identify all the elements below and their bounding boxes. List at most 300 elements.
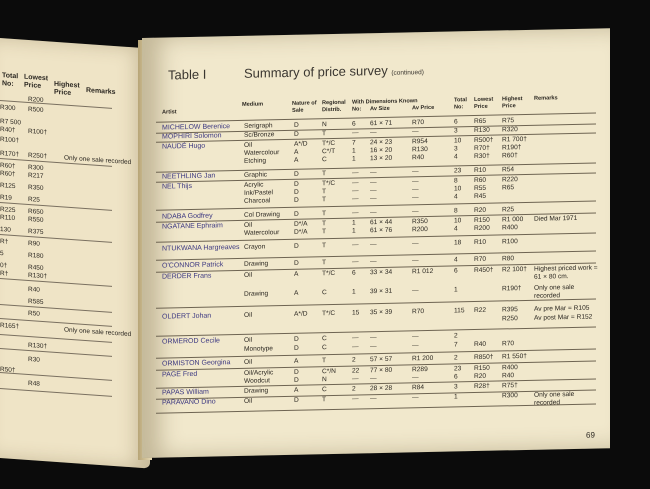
left-table-row: [0, 354, 145, 364]
cell-remarks: [534, 380, 598, 381]
left-cell: R300: [0, 104, 16, 113]
left-cell: R550: [28, 215, 44, 225]
cell-remarks: [534, 204, 598, 205]
cell-regional: T: [322, 396, 327, 404]
cell-high: R395: [502, 306, 518, 314]
cell-nature: D*/A: [294, 228, 308, 236]
cell-avprice: —: [412, 333, 419, 341]
cell-nature: D: [294, 180, 299, 188]
cell-size: 39 × 31: [370, 287, 393, 296]
cell-total: 2: [454, 354, 458, 362]
cell-total: 3: [454, 127, 458, 135]
cell-avprice: R954: [412, 138, 428, 146]
cell-nature: D: [294, 188, 299, 196]
cell-high: R2 100†: [502, 265, 527, 274]
cell-regional: T: [322, 259, 327, 267]
cell-total: 4: [454, 256, 458, 264]
cell-low: R60: [474, 176, 487, 185]
left-cell: R300: [28, 163, 44, 173]
cell-nature: D: [294, 121, 299, 129]
col-lowest: Lowest Price: [474, 96, 494, 110]
cell-regional: N: [322, 376, 327, 384]
cell-total: 3: [454, 145, 458, 153]
cell-remarks: Av pre Mar = R105: [534, 304, 590, 313]
cell-no: 2: [352, 356, 356, 364]
cell-nature: D: [294, 368, 299, 376]
cell-regional: T: [322, 357, 327, 365]
cell-artist: [162, 291, 242, 293]
cell-medium: Oil: [244, 221, 253, 229]
left-cell: [64, 140, 144, 146]
page-number: 69: [586, 430, 595, 440]
cell-artist: NEL Thijs: [162, 182, 192, 191]
cell-medium: Watercolour: [244, 149, 280, 157]
cell-regional: N: [322, 121, 327, 129]
cell-artist: NAUDÉ Hugo: [162, 142, 206, 151]
cell-artist: PAGE Fred: [162, 370, 198, 379]
cell-low: R20: [474, 206, 487, 215]
cell-low: R28†: [474, 382, 490, 391]
cell-no: —: [352, 375, 359, 383]
left-cell: 130: [0, 226, 11, 234]
left-cell: [64, 242, 144, 248]
cell-total: 1: [454, 393, 458, 401]
cell-total: 115: [454, 307, 465, 315]
cell-total: 8: [454, 177, 458, 185]
cell-medium: Etching: [244, 157, 266, 165]
cell-high: R25: [502, 206, 515, 214]
cell-size: —: [370, 241, 377, 249]
left-cell: Only one sale recorded: [64, 326, 132, 339]
cell-nature: A*/D: [294, 310, 308, 318]
cell-artist: NDABA Godfrey: [162, 212, 213, 221]
left-rule: [0, 388, 112, 397]
left-cell: R48: [28, 379, 40, 388]
cell-remarks: [534, 150, 598, 151]
cell-avprice: —: [412, 342, 419, 350]
cell-low: R22: [474, 306, 487, 315]
cell-medium: Drawing: [244, 387, 269, 395]
left-cell: [64, 266, 144, 272]
cell-total: 10: [454, 185, 462, 193]
cell-medium: Acrylic: [244, 181, 264, 189]
cell-regional: C: [322, 386, 327, 394]
left-cell: [64, 288, 144, 294]
cell-size: 61 × 71: [370, 119, 393, 128]
cell-total: 8: [454, 207, 458, 215]
cell-total: 3: [454, 383, 458, 391]
cell-nature: A*/D: [294, 140, 308, 148]
left-cell: [64, 274, 144, 280]
left-table-row: [0, 284, 145, 294]
left-header-lowest: Lowest Price: [24, 73, 49, 90]
cell-total: 2: [454, 332, 458, 340]
cell-no: —: [352, 258, 359, 266]
cell-nature: D: [294, 344, 299, 352]
cell-low: R500†: [474, 136, 494, 145]
cell-medium: Oil/Acrylic: [244, 369, 274, 377]
left-cell: R200: [28, 95, 44, 105]
left-cell: R25: [28, 195, 40, 204]
cell-remarks: [534, 134, 598, 135]
cell-remarks: [534, 164, 598, 165]
cell-regional: T*/C: [322, 179, 336, 188]
cell-total: 4: [454, 193, 458, 201]
cell-medium: Woodcut: [244, 377, 270, 385]
cell-size: 28 × 28: [370, 384, 393, 393]
cell-no: —: [352, 209, 359, 217]
cell-low: R40: [474, 340, 487, 349]
left-cell: R60†: [0, 170, 16, 179]
cell-remarks: Only one sale recorded: [534, 390, 575, 407]
left-cell: R180: [28, 251, 44, 261]
cell-regional: T: [322, 242, 327, 250]
left-cell: [64, 174, 144, 180]
cell-total: 7: [454, 341, 458, 349]
cell-remarks: [534, 362, 598, 363]
left-cell: R130†: [28, 341, 48, 351]
cell-medium: Oil: [244, 311, 253, 319]
cell-total: 10: [454, 137, 462, 145]
cell-artist: PAPAS William: [162, 388, 209, 397]
right-page: [142, 28, 610, 458]
cell-remarks: Av post Mar = R152: [534, 313, 593, 322]
cell-artist: PARAVANO Dino: [162, 398, 216, 407]
left-cell: Only one sale recorded: [64, 154, 132, 167]
left-cell: R†: [0, 238, 9, 246]
cell-regional: C*/N: [322, 367, 336, 376]
cell-total: 10: [454, 217, 462, 225]
cell-low: R70: [474, 255, 487, 264]
cell-high: R190†: [502, 144, 522, 152]
cell-size: —: [370, 187, 377, 195]
cell-size: 16 × 20: [370, 146, 393, 155]
cell-nature: A: [294, 386, 299, 394]
cell-artist: [162, 158, 242, 160]
left-cell: [64, 254, 144, 260]
left-cell: R500: [28, 105, 44, 115]
cell-total: 6: [454, 267, 458, 275]
left-table-row: [0, 126, 145, 136]
cell-avprice: R289: [412, 366, 428, 374]
left-cell: R7 500: [0, 118, 21, 127]
cell-no: 15: [352, 309, 360, 317]
left-cell: R90: [28, 239, 40, 248]
cell-nature: D: [294, 210, 299, 218]
cell-remarks: [534, 329, 598, 330]
left-cell: [64, 186, 144, 192]
cell-low: R850†: [474, 353, 494, 362]
cell-avprice: —: [412, 128, 419, 136]
cell-nature: D: [294, 259, 299, 267]
cell-high: R300: [502, 392, 518, 400]
cell-high: R54: [502, 166, 515, 174]
cell-no: —: [352, 343, 359, 351]
cell-avprice: —: [412, 208, 419, 216]
cell-regional: T*/C: [322, 269, 336, 278]
cell-size: 77 × 80: [370, 366, 393, 375]
cell-size: 13 × 20: [370, 154, 393, 163]
cell-nature: D*/A: [294, 220, 308, 228]
cell-remarks: [534, 338, 598, 339]
cell-no: 6: [352, 120, 356, 128]
cell-remarks: [534, 253, 598, 254]
cell-remarks: [534, 174, 598, 175]
left-cell: [64, 358, 144, 364]
cell-no: —: [352, 129, 359, 137]
left-cell: R217: [28, 171, 44, 181]
left-cell: R375: [28, 227, 44, 237]
cell-high: R400: [502, 364, 518, 372]
left-cell: [64, 210, 144, 216]
left-cell: [64, 130, 144, 136]
cell-nature: D: [294, 335, 299, 343]
cell-total: 6: [454, 373, 458, 381]
left-header-highest: Highest Price: [54, 80, 80, 97]
cell-regional: T: [322, 228, 327, 236]
left-cell: R50: [28, 309, 40, 318]
cell-high: R75: [502, 117, 515, 125]
cell-high: R1 000: [502, 216, 524, 224]
left-cell: R225: [0, 206, 16, 215]
left-cell: [64, 218, 144, 224]
cell-high: R65: [502, 184, 515, 192]
cell-no: 7: [352, 139, 356, 147]
left-table-row: [0, 182, 145, 192]
cell-avprice: —: [412, 394, 419, 402]
cell-regional: T: [322, 196, 327, 204]
cell-low: R55: [474, 184, 487, 193]
cell-remarks: [534, 236, 598, 237]
cell-low: R450†: [474, 266, 494, 275]
cell-remarks: [534, 351, 598, 352]
cell-size: —: [370, 258, 377, 266]
cell-size: —: [370, 195, 377, 203]
col-artist: Artist: [162, 109, 177, 116]
cell-total: 23: [454, 167, 462, 175]
cell-size: —: [370, 334, 377, 342]
cell-medium: Watercolour: [244, 229, 280, 237]
cell-artist: NTUKWANA Hargreaves: [162, 243, 240, 253]
left-rule: [0, 234, 112, 243]
cell-nature: A: [294, 270, 299, 278]
cell-avprice: R70: [412, 308, 425, 316]
cell-low: R65: [474, 117, 487, 126]
cell-size: 24 × 23: [370, 138, 393, 147]
table-title-note: (continued): [391, 69, 424, 77]
cell-medium: Oil: [244, 141, 253, 149]
cell-high: R40: [502, 372, 515, 380]
left-cell: R30: [28, 355, 40, 364]
left-cell: R250†: [28, 151, 48, 161]
cell-size: 33 × 34: [370, 268, 393, 277]
col-medium: Medium: [242, 101, 264, 108]
cell-artist: MOPHIRI Solomon: [162, 132, 222, 141]
left-header-remarks: Remarks: [86, 87, 116, 97]
cell-medium: Charcoal: [244, 197, 271, 205]
left-cell: R60†: [0, 162, 16, 171]
left-cell: R110: [0, 214, 16, 223]
col-dim-no: No:: [352, 106, 362, 113]
cell-total: 6: [454, 118, 458, 126]
cell-artist: O'CONNOR Patrick: [162, 261, 224, 270]
cell-regional: C: [322, 344, 327, 352]
left-table-row: [0, 118, 145, 128]
cell-artist: ORMEROD Cecile: [162, 337, 220, 346]
left-rule: [0, 278, 112, 287]
cell-avprice: —: [412, 168, 419, 176]
cell-regional: T: [322, 188, 327, 196]
left-rule: [0, 304, 112, 313]
left-cell: R650: [28, 207, 44, 217]
cell-nature: A: [294, 357, 299, 365]
cell-avprice: R130: [412, 146, 428, 154]
left-rule: [0, 202, 112, 211]
left-cell: R40†: [0, 126, 16, 135]
cell-size: 35 × 39: [370, 308, 393, 317]
cell-artist: NGATANE Ephraim: [162, 222, 223, 231]
left-table-row: [0, 170, 145, 180]
cell-regional: C*/T: [322, 147, 336, 156]
left-cell: [64, 382, 144, 388]
cell-high: R100: [502, 238, 518, 246]
left-rule: [0, 348, 112, 357]
cell-high: R190†: [502, 285, 522, 293]
cell-size: 57 × 57: [370, 355, 393, 364]
cell-low: R150: [474, 216, 490, 225]
cell-high: R80: [502, 255, 515, 263]
cell-avprice: —: [412, 194, 419, 202]
col-nature: Nature of Sale: [292, 100, 317, 114]
cell-size: —: [370, 375, 377, 383]
cell-low: R10: [474, 238, 487, 247]
cell-avprice: —: [412, 287, 419, 295]
cell-medium: Crayon: [244, 243, 266, 251]
cell-remarks: [534, 370, 598, 371]
cell-size: 61 × 76: [370, 226, 393, 235]
cell-remarks: [534, 115, 598, 116]
col-regional: Regional Distrib.: [322, 99, 346, 113]
cell-no: 1: [352, 155, 356, 163]
left-cell: R100†: [0, 136, 20, 145]
left-cell: R585: [28, 297, 44, 307]
left-cell: 5: [0, 250, 4, 258]
cell-medium: Serigraph: [244, 122, 273, 130]
cell-remarks: [534, 190, 598, 191]
cell-remarks: Highest priced work = 61 × 80 cm.: [534, 264, 598, 281]
cell-avprice: —: [412, 178, 419, 186]
cell-avprice: R70: [412, 119, 425, 127]
table-row: [156, 283, 596, 300]
left-cell: [64, 312, 144, 318]
cell-size: 61 × 44: [370, 218, 393, 227]
cell-size: —: [370, 209, 377, 217]
cell-medium: Ink/Pastel: [244, 189, 273, 197]
cell-artist: ORMISTON Georgina: [162, 359, 231, 368]
cell-low: R200: [474, 224, 490, 233]
cell-avprice: R350: [412, 218, 428, 226]
cell-artist: MICHELOW Berenice: [162, 123, 231, 132]
table-label: Table I: [168, 66, 207, 83]
cell-medium: Drawing: [244, 290, 269, 298]
left-table-row: [0, 214, 145, 224]
left-cell: [64, 344, 144, 350]
left-cell: R19: [0, 194, 12, 202]
cell-regional: T: [322, 220, 327, 228]
cell-regional: C: [322, 156, 327, 164]
cell-no: 1: [352, 288, 356, 296]
cell-high: R1 700†: [502, 135, 527, 144]
left-header-total: Total No:: [2, 72, 19, 88]
cell-low: R45: [474, 192, 487, 201]
cell-total: 4: [454, 225, 458, 233]
left-cell: R†: [0, 270, 9, 278]
cell-no: —: [352, 169, 359, 177]
cell-no: 22: [352, 367, 360, 375]
left-cell: R350: [28, 183, 44, 193]
cell-no: 1: [352, 227, 356, 235]
cell-medium: Monotype: [244, 345, 273, 353]
cell-low: R20: [474, 372, 487, 381]
cell-nature: D: [294, 170, 299, 178]
left-cell: 0†: [0, 262, 8, 270]
col-remarks: Remarks: [534, 95, 558, 102]
cell-size: —: [370, 179, 377, 187]
left-cell: [64, 98, 144, 104]
cell-nature: D: [294, 242, 299, 250]
left-cell: R125: [0, 182, 16, 191]
left-cell: R165†: [0, 322, 20, 331]
cell-no: —: [352, 179, 359, 187]
cell-medium: Oil: [244, 271, 253, 279]
cell-remarks: [534, 142, 598, 143]
cell-high: R220: [502, 176, 518, 184]
cell-artist: DERDER Frans: [162, 272, 212, 281]
left-cell: [64, 230, 144, 236]
cell-avprice: —: [412, 240, 419, 248]
cell-no: 1: [352, 147, 356, 155]
cell-high: R75†: [502, 382, 518, 390]
cell-no: 2: [352, 385, 356, 393]
cell-regional: T*/C: [322, 309, 336, 318]
cell-remarks: [534, 182, 598, 183]
left-cell: [64, 300, 144, 306]
cell-total: 18: [454, 239, 462, 247]
cell-medium: Oil: [244, 397, 253, 405]
cell-low: R10: [474, 166, 487, 175]
cell-nature: D: [294, 396, 299, 404]
left-cell: R170†: [0, 150, 20, 159]
left-table-row: [0, 250, 145, 260]
left-rule: [0, 372, 112, 381]
cell-avprice: R40: [412, 154, 425, 162]
left-table-row: [0, 378, 145, 388]
cell-high: R320: [502, 126, 518, 134]
row-rule: [156, 298, 596, 308]
cell-low: R130: [474, 126, 490, 135]
left-cell: [64, 370, 144, 376]
cell-artist: NEETHLING Jan: [162, 172, 216, 181]
cell-regional: T: [322, 130, 327, 138]
cell-no: —: [352, 195, 359, 203]
cell-total: 1: [454, 286, 458, 294]
left-cell: [64, 166, 144, 172]
cell-nature: D: [294, 376, 299, 384]
left-table-row: [0, 136, 145, 146]
cell-nature: A: [294, 156, 299, 164]
cell-no: —: [352, 334, 359, 342]
cell-avprice: —: [412, 257, 419, 265]
